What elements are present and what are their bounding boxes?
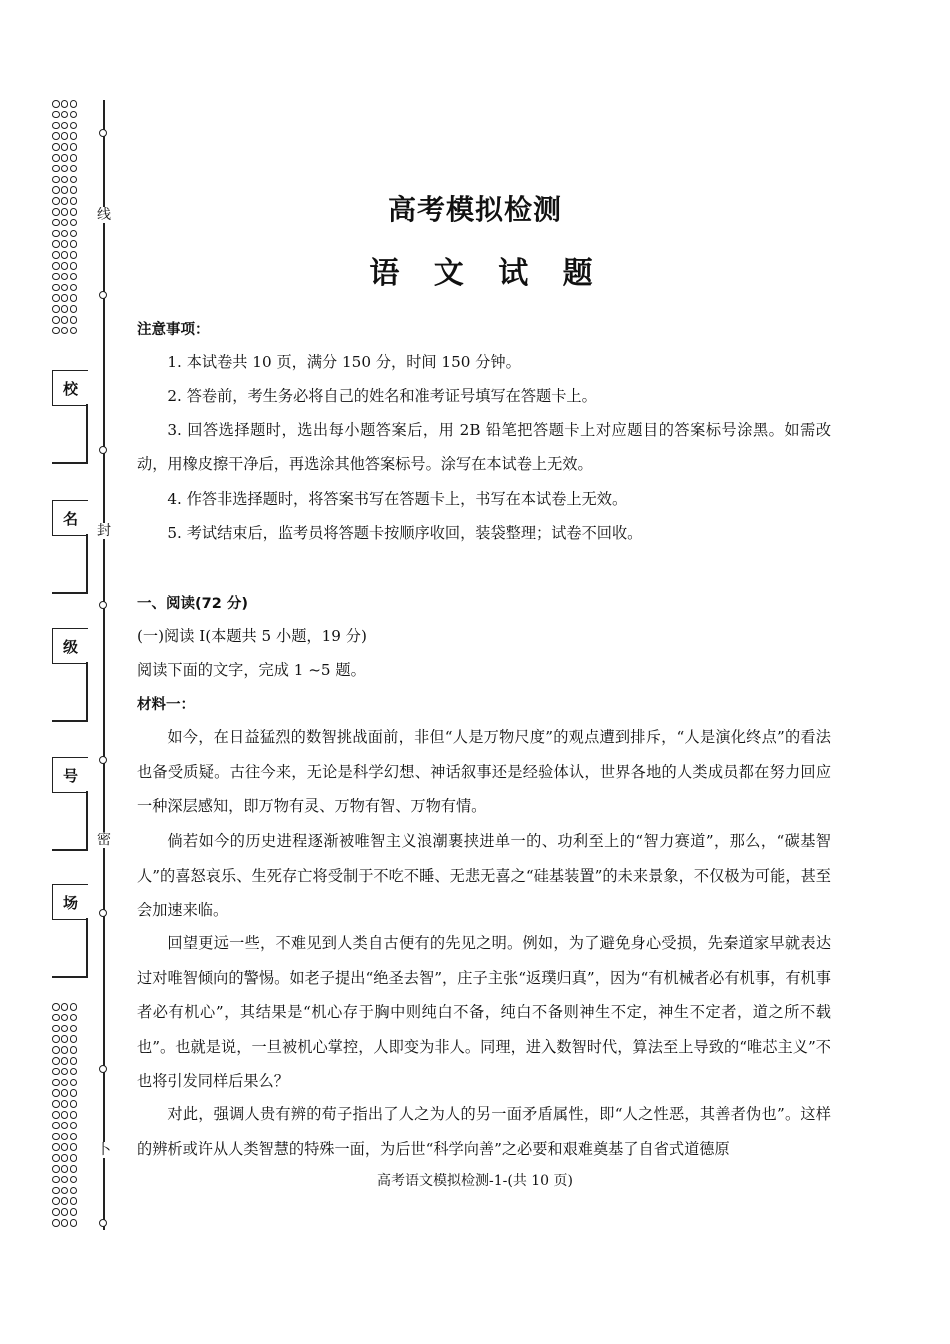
binding-ring [70,100,78,108]
binding-ring [61,1046,69,1054]
binding-ring [70,143,78,151]
binding-ring [70,111,78,119]
binding-ring-row [52,1035,86,1046]
binding-ring-row [52,1079,86,1090]
binding-ring [52,1219,60,1227]
binding-ring [61,327,69,335]
field-label: 号 [52,757,88,793]
notes-heading: 注意事项： [137,322,210,338]
note-item: 1. 本试卷共 10 页，满分 150 分，时间 150 分钟。 [167,353,521,371]
binding-dot [99,601,107,609]
binding-ring [61,1035,69,1043]
field-label: 场 [52,884,88,920]
binding-ring [52,1111,60,1119]
binding-ring [52,1057,60,1065]
binding-ring [61,1122,69,1130]
binding-ring [52,176,60,184]
binding-ring [52,316,60,324]
binding-ring [70,1003,78,1011]
binding-ring [61,1068,69,1076]
binding-ring [52,1100,60,1108]
material-label: 材料一： [137,697,195,713]
binding-ring [70,1122,78,1130]
binding-ring [52,294,60,302]
binding-ring [70,1068,78,1076]
binding-ring [70,154,78,162]
passage-paragraph: 倘若如今的历史进程逐渐被唯智主义浪潮裹挟进单一的、功利至上的“智力赛道”，那么，“碳基智人”的喜怒哀乐、生死存亡将受制于不吃不睡、无悲无喜之“硅基装置”的未来景象，不仅极为可能，甚至会加速来临。 [137,832,831,919]
binding-dot [99,129,107,137]
binding-ring [61,143,69,151]
binding-ring [52,1143,60,1151]
binding-ring-row [52,1111,86,1122]
binding-ring [52,1208,60,1216]
binding-ring [52,122,60,130]
binding-ring [52,327,60,335]
binding-ring [61,122,69,130]
field-label: 级 [52,628,88,664]
binding-ring [52,230,60,238]
binding-ring [61,1197,69,1205]
binding-ring [70,165,78,173]
binding-circles-bottom [52,1003,86,1230]
binding-ring [61,1154,69,1162]
binding-ring-row [52,1025,86,1036]
binding-ring [61,111,69,119]
binding-ring-row [52,1057,86,1068]
binding-ring-row [52,1208,86,1219]
binding-ring [70,1089,78,1097]
cut-mark-xian: 线 [97,207,111,223]
binding-dot [99,909,107,917]
field-label: 名 [52,500,88,536]
binding-ring [52,1025,60,1033]
binding-ring [61,1014,69,1022]
field-base [52,849,88,851]
binding-ring [61,1089,69,1097]
binding-ring [70,294,78,302]
field-base [52,720,88,722]
binding-ring-row [52,165,86,176]
binding-ring-row [52,1133,86,1144]
binding-ring [61,176,69,184]
binding-ring-row [52,1154,86,1165]
binding-ring [70,305,78,313]
field-base [52,462,88,464]
field-base [52,976,88,978]
binding-ring [52,1035,60,1043]
binding-ring [61,1079,69,1087]
binding-ring [52,1003,60,1011]
binding-ring-row [52,1100,86,1111]
note-item: 2. 答卷前，考生务必将自己的姓名和准考证号填写在答题卡上。 [167,387,597,405]
note-item: 3. 回答选择题时，选出每小题答案后，用 2B 铅笔把答题卡上对应题目的答案标号涂黑。如需改动，用橡皮擦干净后，再选涂其他答案标号。涂写在本试卷上无效。 [137,421,831,473]
binding-ring-row [52,1089,86,1100]
binding-ring [70,1197,78,1205]
binding-ring-row [52,154,86,165]
binding-ring-row [52,1046,86,1057]
binding-ring [61,1219,69,1227]
binding-ring [70,316,78,324]
binding-ring-row [52,1068,86,1079]
binding-ring [70,176,78,184]
binding-dot [99,1219,107,1227]
binding-ring [61,154,69,162]
binding-ring-row [52,1003,86,1014]
field-label: 校 [52,370,88,406]
binding-ring [61,294,69,302]
binding-ring [61,1025,69,1033]
binding-ring [52,100,60,108]
binding-ring [70,1111,78,1119]
field-blank [86,791,88,849]
binding-ring [52,1068,60,1076]
binding-ring-row [52,316,86,327]
exam-title: 高考模拟检测 [387,193,562,226]
binding-ring [70,1100,78,1108]
note-item: 5. 考试结束后，监考员将答题卡按顺序收回，装袋整理；试卷不回收。 [167,524,643,542]
binding-ring [61,1100,69,1108]
binding-ring [52,1133,60,1141]
binding-ring [61,240,69,248]
binding-ring-row [52,176,86,187]
binding-ring [61,316,69,324]
binding-ring [70,327,78,335]
binding-ring [70,240,78,248]
binding-ring-row [52,305,86,316]
binding-ring-row [52,1122,86,1133]
binding-ring [52,154,60,162]
binding-ring [70,1143,78,1151]
binding-ring [61,1208,69,1216]
binding-ring-row [52,111,86,122]
section-heading: 一、阅读(72 分) [137,596,248,612]
binding-dot [99,291,107,299]
binding-ring [70,1154,78,1162]
cut-mark-feng: 封 [97,523,111,539]
binding-ring [52,1046,60,1054]
binding-ring [70,1133,78,1141]
binding-dot [99,1065,107,1073]
binding-ring [52,1079,60,1087]
binding-ring [70,1014,78,1022]
passage-paragraph: 对此，强调人贵有辨的荀子指出了人之为人的另一面矛盾属性，即“人之性恶，其善者伪也”。这样的辨析或许从人类智慧的特殊一面，为后世“科学向善”之必要和艰难奠基了自省式道德原 [137,1105,831,1158]
binding-ring [70,122,78,130]
field-blank [86,918,88,976]
binding-ring [52,1122,60,1130]
binding-ring [52,132,60,140]
section-instruction: 阅读下面的文字，完成 1 ~5 题。 [137,661,366,679]
binding-ring [61,100,69,108]
binding-ring [61,230,69,238]
binding-ring-row [52,1014,86,1025]
binding-ring [70,1079,78,1087]
binding-ring [52,1197,60,1205]
binding-ring [52,143,60,151]
binding-ring [70,132,78,140]
binding-ring [52,240,60,248]
binding-ring [52,305,60,313]
binding-ring [52,165,60,173]
field-blank [86,662,88,720]
binding-ring [52,1089,60,1097]
exam-subject: 语 文 试 题 [369,256,605,291]
cut-mark-mi: 密 [97,832,111,848]
binding-ring [70,1046,78,1054]
passage-paragraph: 如今，在日益猛烈的数智挑战面前，非但“人是万物尺度”的观点遭到排斥，“人是演化终点”的看法也备受质疑。古往今来，无论是科学幻想、神话叙事还是经验体认，世界各地的人类成员都在努力回应一种深层感知，即万物有灵、万物有智、万物有情。 [137,728,831,815]
binding-ring-row [52,143,86,154]
binding-dot [99,756,107,764]
binding-ring-row [52,230,86,241]
field-base [52,592,88,594]
field-blank [86,534,88,592]
binding-ring [70,1057,78,1065]
binding-ring-row [52,294,86,305]
field-blank [86,404,88,462]
binding-ring [61,132,69,140]
binding-ring-row [52,132,86,143]
cut-mark-bu: 卜 [97,1142,111,1158]
binding-ring-row [52,100,86,111]
binding-ring [61,1003,69,1011]
passage-paragraph: 回望更远一些，不难见到人类自古便有的先见之明。例如，为了避免身心受损，先秦道家早就表达过对唯智倾向的警惕。如老子提出“绝圣去智”，庄子主张“返璞归真”，因为“有机械者必有机事，有机事者必有机心”，其结果是“机心存于胸中则纯白不备，纯白不备则神生不定，神生不定者，道之所不载也”。也就是说，一旦被机心掌控，人即变为非人。同理，进入数智时代，算法至上导致的“唯芯主义”不也将引发同样后果么？ [137,934,831,1090]
section-subheading: (一)阅读 I(本题共 5 小题，19 分) [137,627,367,645]
binding-ring-row [52,122,86,133]
binding-ring [70,230,78,238]
binding-dot [99,446,107,454]
page-footer: 高考语文模拟检测-1-(共 10 页) [376,1173,573,1189]
binding-ring [61,305,69,313]
binding-ring [61,165,69,173]
binding-ring-row [52,327,86,338]
binding-ring-row [52,1197,86,1208]
binding-ring [52,1154,60,1162]
binding-ring-row [52,1143,86,1154]
binding-ring [61,1133,69,1141]
note-item: 4. 作答非选择题时，将答案书写在答题卡上，书写在本试卷上无效。 [167,490,628,508]
binding-ring [70,1208,78,1216]
binding-ring [70,1035,78,1043]
binding-ring [61,1143,69,1151]
binding-ring [70,1025,78,1033]
binding-ring [61,1057,69,1065]
binding-ring [52,1014,60,1022]
binding-ring [61,1111,69,1119]
binding-ring [70,1219,78,1227]
binding-ring-row [52,1219,86,1230]
binding-ring [52,111,60,119]
